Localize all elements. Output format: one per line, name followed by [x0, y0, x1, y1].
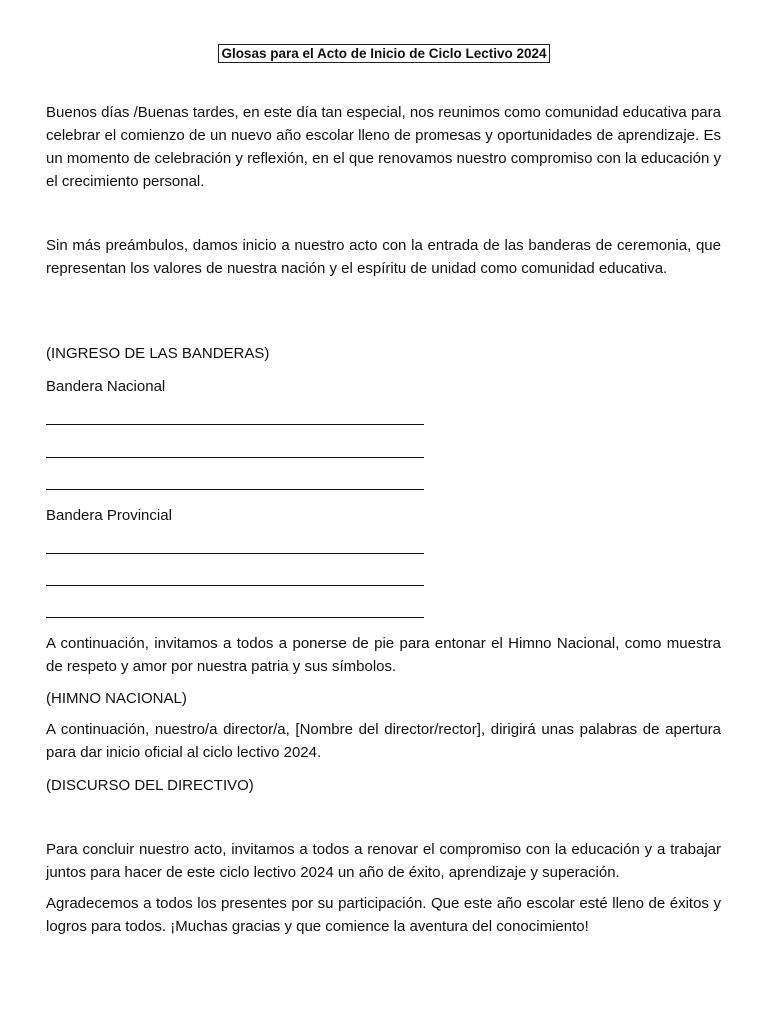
flags-intro-paragraph: Sin más preámbulos, damos inicio a nuestro acto con la entrada de las banderas de ceremonia, que representan los valores de nuestra nación y el espíritu de unidad como comunidad educativa.: [46, 237, 721, 277]
blank-line-provincial-1: [46, 553, 424, 554]
flags-heading: (INGRESO DE LAS BANDERAS): [46, 345, 270, 362]
closing-paragraph: Para concluir nuestro acto, invitamos a todos a renovar el compromiso con la educación y a trabajar juntos para hacer de este ciclo lectivo 2024 un año de éxito, aprendizaje y superación.: [46, 841, 721, 881]
provincial-flag-label: Bandera Provincial: [46, 507, 172, 524]
blank-line-provincial-2: [46, 585, 424, 586]
title-container: [0, 44, 768, 63]
national-flag-label: Bandera Nacional: [46, 378, 166, 395]
blank-line-national-3: [46, 489, 424, 490]
blank-line-national-2: [46, 457, 424, 458]
anthem-intro-paragraph: A continuación, invitamos a todos a ponerse de pie para entonar el Himno Nacional, como muestra de respeto y amor por nuestra patria y sus símbolos.: [46, 635, 721, 675]
blank-line-provincial-3: [46, 617, 424, 618]
thanks-paragraph: Agradecemos a todos los presentes por su participación. Que este año escolar esté lleno de éxitos y logros para todos. ¡Muchas gracias y que comience la aventura del conocimiento!: [46, 895, 721, 935]
director-heading: (DISCURSO DEL DIRECTIVO): [46, 777, 254, 794]
document-title: Glosas para el Acto de Inicio de Ciclo Lectivo 2024: [218, 44, 549, 63]
director-intro-paragraph: A continuación, nuestro/a director/a, [Nombre del director/rector], dirigirá unas palabras de apertura para dar inicio oficial al ciclo lectivo 2024.: [46, 721, 721, 761]
anthem-heading: (HIMNO NACIONAL): [46, 690, 187, 707]
blank-line-national-1: [46, 424, 424, 425]
intro-paragraph: Buenos días /Buenas tardes, en este día tan especial, nos reunimos como comunidad educativa para celebrar el comienzo de un nuevo año escolar lleno de promesas y oportunidades de aprendizaje. Es un momento de celebración y reflexión, en el que renovamos nuestro compromiso con la educación y el crecimiento personal.: [46, 104, 721, 190]
